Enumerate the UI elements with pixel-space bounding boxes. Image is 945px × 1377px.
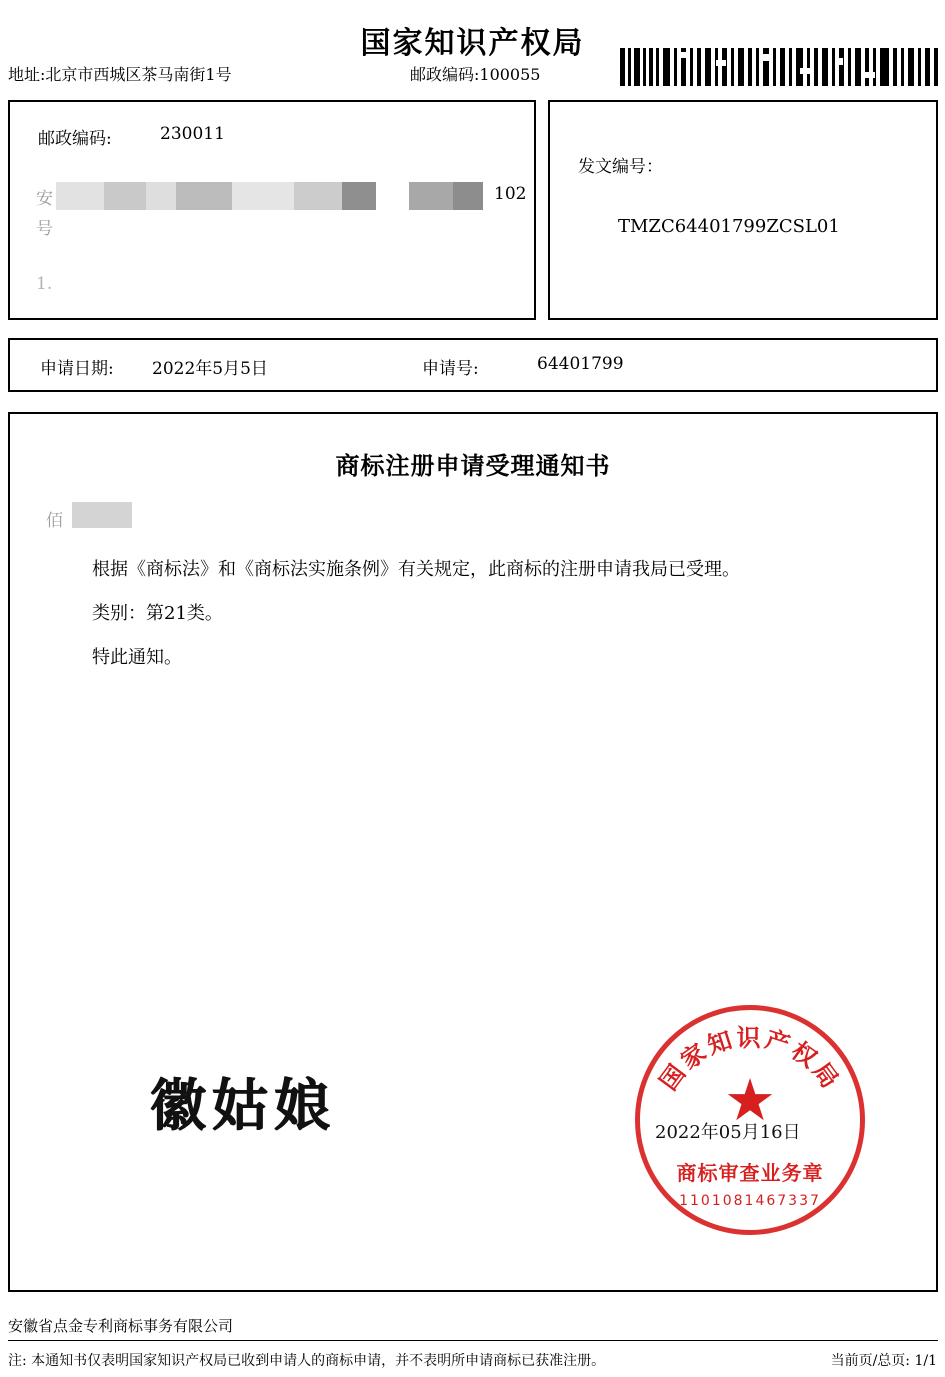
recipient-redaction (72, 502, 132, 528)
redacted-address-suffix: 102 (494, 184, 527, 204)
footer-divider (8, 1340, 938, 1341)
footer-note: 注: 本通知书仅表明国家知识产权局已收到申请人的商标申请，并不表明所申请商标已获准注册。 (8, 1353, 606, 1369)
redacted-address-line2: 号 (36, 219, 53, 239)
footer-page-indicator: 当前页/总页: 1/1 (830, 1353, 937, 1369)
redacted-address-bar (34, 182, 504, 210)
page-title: 国家知识产权局 (360, 26, 585, 61)
seal-code: 1101081467337 (679, 1193, 821, 1209)
application-info-box (8, 338, 938, 392)
application-date-value: 2022年5月5日 (152, 359, 268, 379)
addressee-zip-label: 邮政编码: (38, 129, 112, 149)
document-number-value: TMZC64401799ZCSL01 (618, 216, 840, 237)
trademark-image: 徽姑娘 (150, 1073, 336, 1139)
office-postal-code: 邮政编码:100055 (410, 65, 541, 84)
notice-paragraph-3: 特此通知。 (92, 647, 182, 668)
notice-paragraph-2: 类别：第21类。 (92, 603, 223, 624)
notice-paragraph-1: 根据《商标法》和《商标法实施条例》有关规定，此商标的注册申请我局已受理。 (92, 559, 740, 580)
barcode-icon (620, 48, 938, 86)
application-number-value: 64401799 (537, 354, 624, 374)
addressee-zip-value: 230011 (160, 124, 225, 144)
document-number-label: 发文编号： (578, 157, 663, 177)
seal-star-icon: ★ (724, 1066, 776, 1134)
redacted-address-line3: 1. (36, 274, 53, 294)
application-number-label: 申请号: (422, 359, 479, 379)
application-date-label: 申请日期: (40, 359, 114, 379)
notice-title: 商标注册申请受理通知书 (335, 451, 611, 480)
office-address: 地址:北京市西城区茶马南街1号 (8, 65, 232, 84)
seal-bottom-text: 商标审查业务章 (676, 1161, 824, 1185)
document-number-box (548, 100, 938, 320)
svg-text:国家知识产权局: 国家知识产权局 (653, 1023, 847, 1096)
recipient-name: 佰 (46, 511, 63, 531)
footer-agency: 安徽省点金专利商标事务有限公司 (8, 1317, 234, 1335)
addressee-box (8, 100, 536, 320)
redacted-address-prefix: 安 (36, 189, 53, 209)
seal-date: 2022年05月16日 (655, 1122, 801, 1143)
